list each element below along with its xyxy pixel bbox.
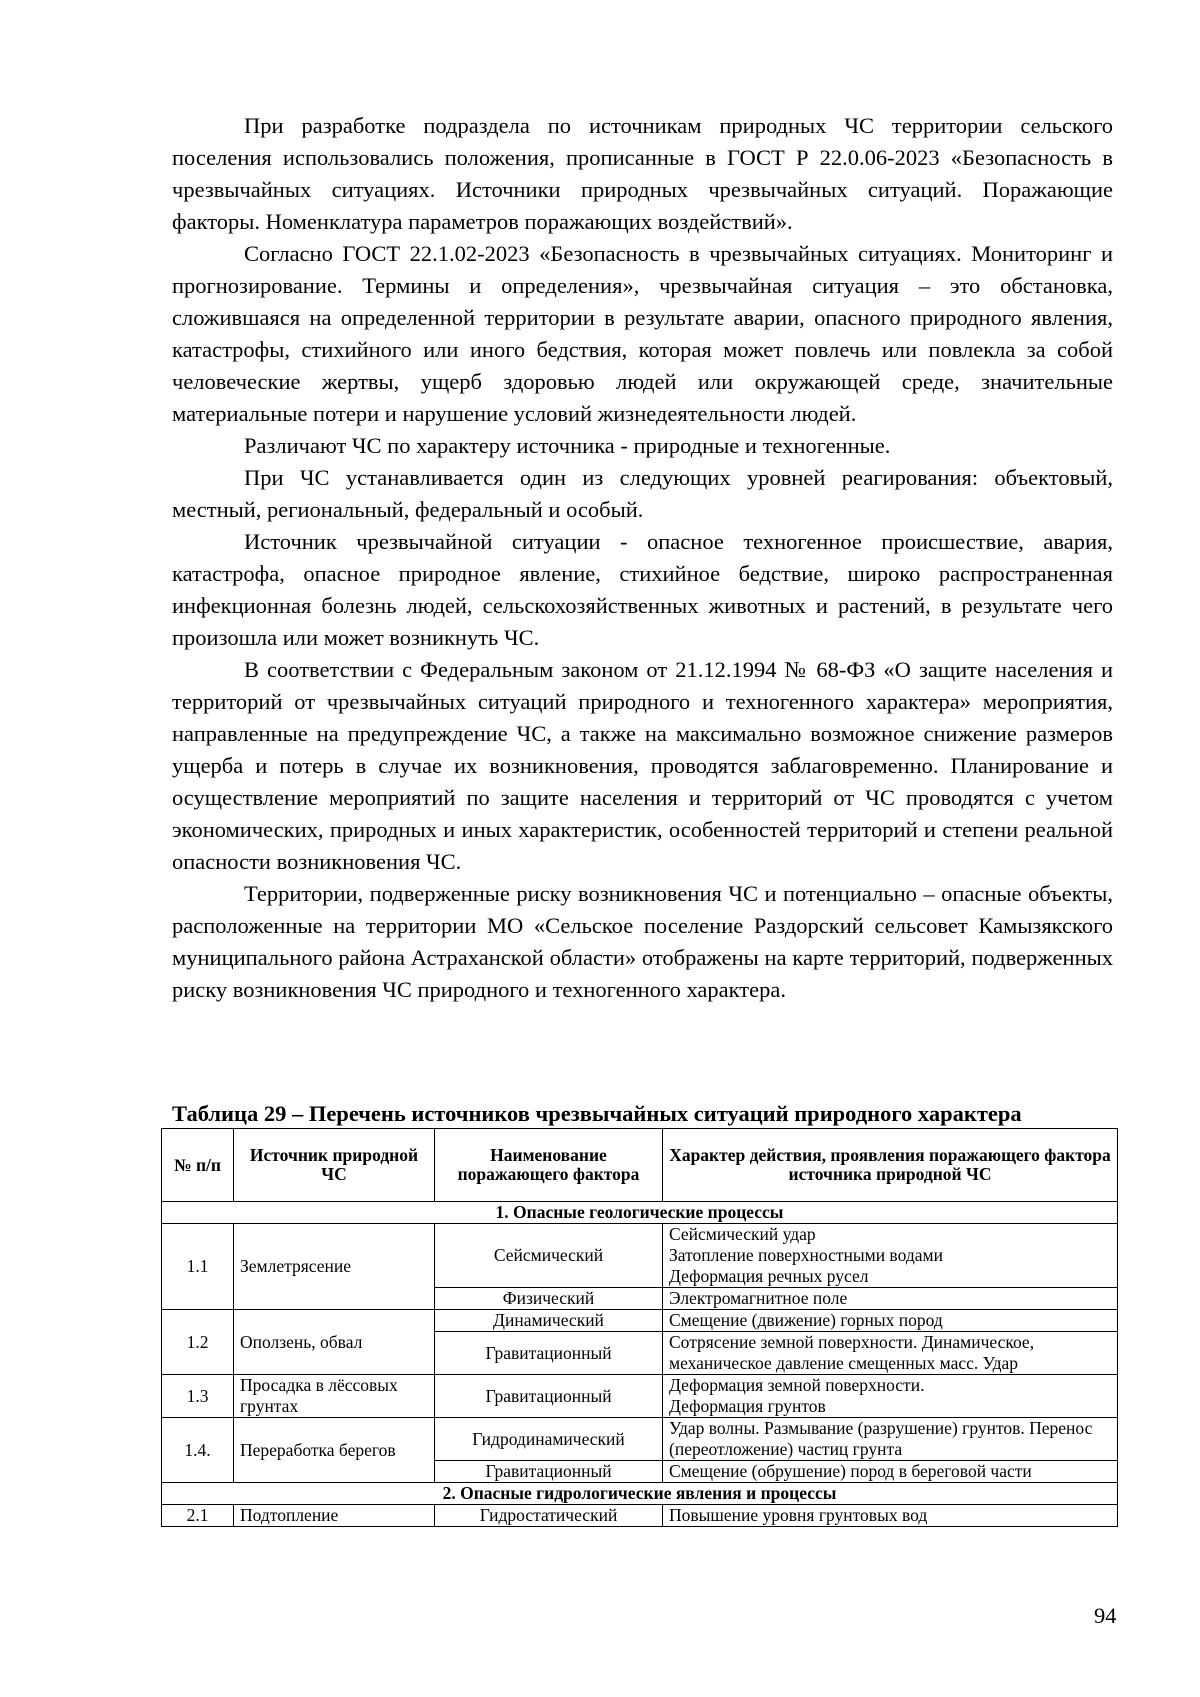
row-number: 1.3	[162, 1375, 234, 1418]
hazard-sources-table	[161, 1128, 1118, 1527]
paragraph-1: При разработке подраздела по источникам природных ЧС территории сельского поселения использовались положения, прописанные в ГОСТ Р 22.0.06-2023 «Безопасность в чрезвычайных ситуациях. Источники природных чрезвычайных ситуаций. Поражающие факторы. Номенклатура параметров поражающих воздействий».	[172, 113, 1113, 234]
header-factor: Наименование поражающего фактора	[435, 1129, 663, 1202]
table-row	[162, 1418, 1118, 1461]
source-cell: Землетрясение	[234, 1224, 435, 1310]
source-cell: Оползень, обвал	[234, 1310, 435, 1375]
factor-cell: Сейсмический	[435, 1224, 663, 1288]
paragraph-5: Источник чрезвычайной ситуации - опасное техногенное происшествие, авария, катастрофа, опасное природное явление, стихийное бедствие, широко распространенная инфекционная болезнь людей, сельскохозяйственных животных и растений, в результате чего произошла или может возникнуть ЧС.	[172, 529, 1113, 650]
paragraph-4: При ЧС устанавливается один из следующих уровней реагирования: объектовый, местный, региональный, федеральный и особый.	[172, 465, 1113, 522]
table-row	[162, 1224, 1118, 1288]
paragraph-7: Территории, подверженные риску возникновения ЧС и потенциально – опасные объекты, расположенные на территории МО «Сельское поселение Раздорский сельсовет Камызякского муниципального района Астраханской области» отображены на карте территорий, подверженных риску возникновения ЧС природного и техногенного характера.	[172, 881, 1113, 1002]
row-number: 1.1	[162, 1224, 234, 1310]
paragraph-2: Согласно ГОСТ 22.1.02-2023 «Безопасность в чрезвычайных ситуациях. Мониторинг и прогнозирование. Термины и определения», чрезвычайная ситуация – это обстановка, сложившаяся на определенной территории в результате аварии, опасного природного явления, катастрофы, стихийного или иного бедствия, которая может повлечь или повлекла за собой человеческие жертвы, ущерб здоровью людей или окружающей среде, значительные материальные потери и нарушение условий жизнедеятельности людей.	[172, 241, 1113, 426]
character-line: Затопление поверхностными водами	[669, 1245, 943, 1265]
section-title: 2. Опасные гидрологические явления и процессы	[162, 1483, 1118, 1505]
table-row	[162, 1375, 1118, 1418]
header-number: № п/п	[162, 1129, 234, 1202]
factor-cell: Гравитационный	[435, 1461, 663, 1483]
character-cell: Электромагнитное поле	[663, 1288, 1118, 1310]
table-header-row	[162, 1129, 1118, 1202]
character-line: Деформация грунтов	[669, 1396, 826, 1416]
section-row-geological	[162, 1202, 1118, 1224]
section-row-hydrological	[162, 1483, 1118, 1505]
factor-cell: Динамический	[435, 1310, 663, 1332]
character-line: Сейсмический удар	[669, 1224, 816, 1244]
row-number: 1.2	[162, 1310, 234, 1375]
table-title: Таблица 29 – Перечень источников чрезвычайных ситуаций природного характера	[172, 1101, 1022, 1126]
row-number: 2.1	[162, 1505, 234, 1527]
source-cell: Просадка в лёссовых грунтах	[234, 1375, 435, 1418]
header-source: Источник природной ЧС	[234, 1129, 435, 1202]
character-cell: Повышение уровня грунтовых вод	[663, 1505, 1118, 1527]
header-character: Характер действия, проявления поражающего фактора источника природной ЧС	[663, 1129, 1118, 1202]
source-cell: Переработка берегов	[234, 1418, 435, 1483]
character-line: Деформация речных русел	[669, 1266, 869, 1286]
paragraph-6: В соответствии с Федеральным законом от 21.12.1994 № 68-ФЗ «О защите населения и территорий от чрезвычайных ситуаций природного и техногенного характера» мероприятия, направленные на предупреждение ЧС, а также на максимально возможное снижение размеров ущерба и потерь в случае их возникновения, проводятся заблаговременно. Планирование и осуществление мероприятий по защите населения и территорий от ЧС проводятся с учетом экономических, природных и иных характеристик, особенностей территорий и степени реальной опасности возникновения ЧС.	[172, 657, 1113, 874]
paragraph-3: Различают ЧС по характеру источника - природные и техногенные.	[244, 433, 891, 458]
factor-cell: Гидростатический	[435, 1505, 663, 1527]
factor-cell: Гравитационный	[435, 1375, 663, 1418]
character-cell	[663, 1375, 1118, 1418]
row-number: 1.4.	[162, 1418, 234, 1483]
character-cell	[663, 1224, 1118, 1288]
factor-cell: Гравитационный	[435, 1332, 663, 1375]
character-line: Деформация земной поверхности.	[669, 1375, 925, 1395]
table-row	[162, 1505, 1118, 1527]
character-cell: Смещение (обрушение) пород в береговой части	[663, 1461, 1118, 1483]
character-cell: Сотрясение земной поверхности. Динамическое, механическое давление смещенных масс. Удар	[663, 1332, 1118, 1375]
table-row	[162, 1310, 1118, 1332]
factor-cell: Физический	[435, 1288, 663, 1310]
source-cell: Подтопление	[234, 1505, 435, 1527]
factor-cell: Гидродинамический	[435, 1418, 663, 1461]
character-cell: Удар волны. Размывание (разрушение) грунтов. Перенос (переотложение) частиц грунта	[663, 1418, 1118, 1461]
section-title: 1. Опасные геологические процессы	[162, 1202, 1118, 1224]
body-text	[172, 110, 1113, 1006]
page-number: 94	[1094, 1603, 1117, 1628]
character-cell: Смещение (движение) горных пород	[663, 1310, 1118, 1332]
